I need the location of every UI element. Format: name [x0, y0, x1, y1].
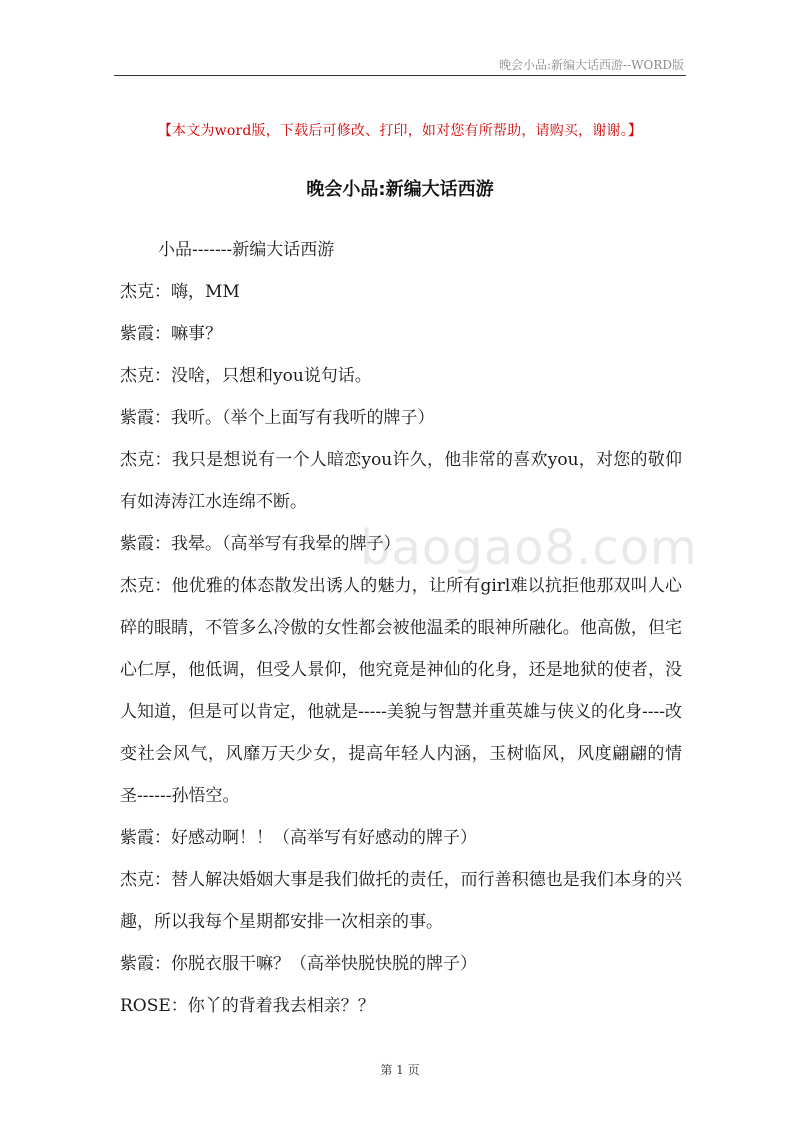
dialogue-line: 紫霞：好感动啊！！（高举写有好感动的牌子） — [120, 828, 477, 848]
page-number: 第 1 页 — [380, 1063, 420, 1077]
dialogue-line: 紫霞：你脱衣服干嘛？（高举快脱快脱的牌子） — [120, 954, 477, 974]
document-title: 晚会小品:新编大话西游 — [306, 179, 494, 200]
dialogue-line: 杰克：他优雅的体态散发出诱人的魅力，让所有girl难以抗拒他那双叫人心碎的眼睛，不管多么冷傲的女性都会被他温柔的眼神所融化。他高傲，但宅心仁厚，他低调，但受人景仰，他究竟是神仙的化身，还是地狱的使者，没人知道，但是可以肯定，他就是-----美貌与智慧并重英雄与侠义的化身----改变社会风气，风靡万天少女，提高年轻人内涵，玉树临风，风度翩翩的情圣------孙悟空。 — [120, 576, 682, 806]
purchase-notice: 【本文为word版，下载后可修改、打印，如对您有所帮助，请购买，谢谢。】 — [157, 123, 643, 139]
header-divider — [114, 75, 686, 76]
watermark: baogao8.com — [360, 520, 698, 576]
dialogue-line: 紫霞：我听。（举个上面写有我听的牌子） — [120, 408, 435, 428]
dialogue-line: 紫霞：嘛事？ — [120, 324, 222, 344]
dialogue-line: 杰克：替人解决婚姻大事是我们做托的责任，而行善积德也是我们本身的兴趣，所以我每个星期都安排一次相亲的事。 — [120, 870, 682, 932]
dialogue-line: 杰克：嗨，MM — [120, 282, 240, 302]
dialogue-line: 杰克：我只是想说有一个人暗恋you许久，他非常的喜欢you，对您的敬仰有如涛涛江水连绵不断。 — [120, 450, 682, 512]
subtitle-line: 小品-------新编大话西游 — [158, 240, 335, 260]
dialogue-line: 紫霞：我晕。（高举写有我晕的牌子） — [120, 534, 401, 554]
dialogue-line: 杰克：没啥，只想和you说句话。 — [120, 366, 372, 386]
document-body — [120, 229, 682, 1027]
running-header: 晚会小品:新编大话西游--WORD版 — [499, 58, 684, 72]
dialogue-line: ROSE：你丫的背着我去相亲？？ — [120, 996, 375, 1016]
